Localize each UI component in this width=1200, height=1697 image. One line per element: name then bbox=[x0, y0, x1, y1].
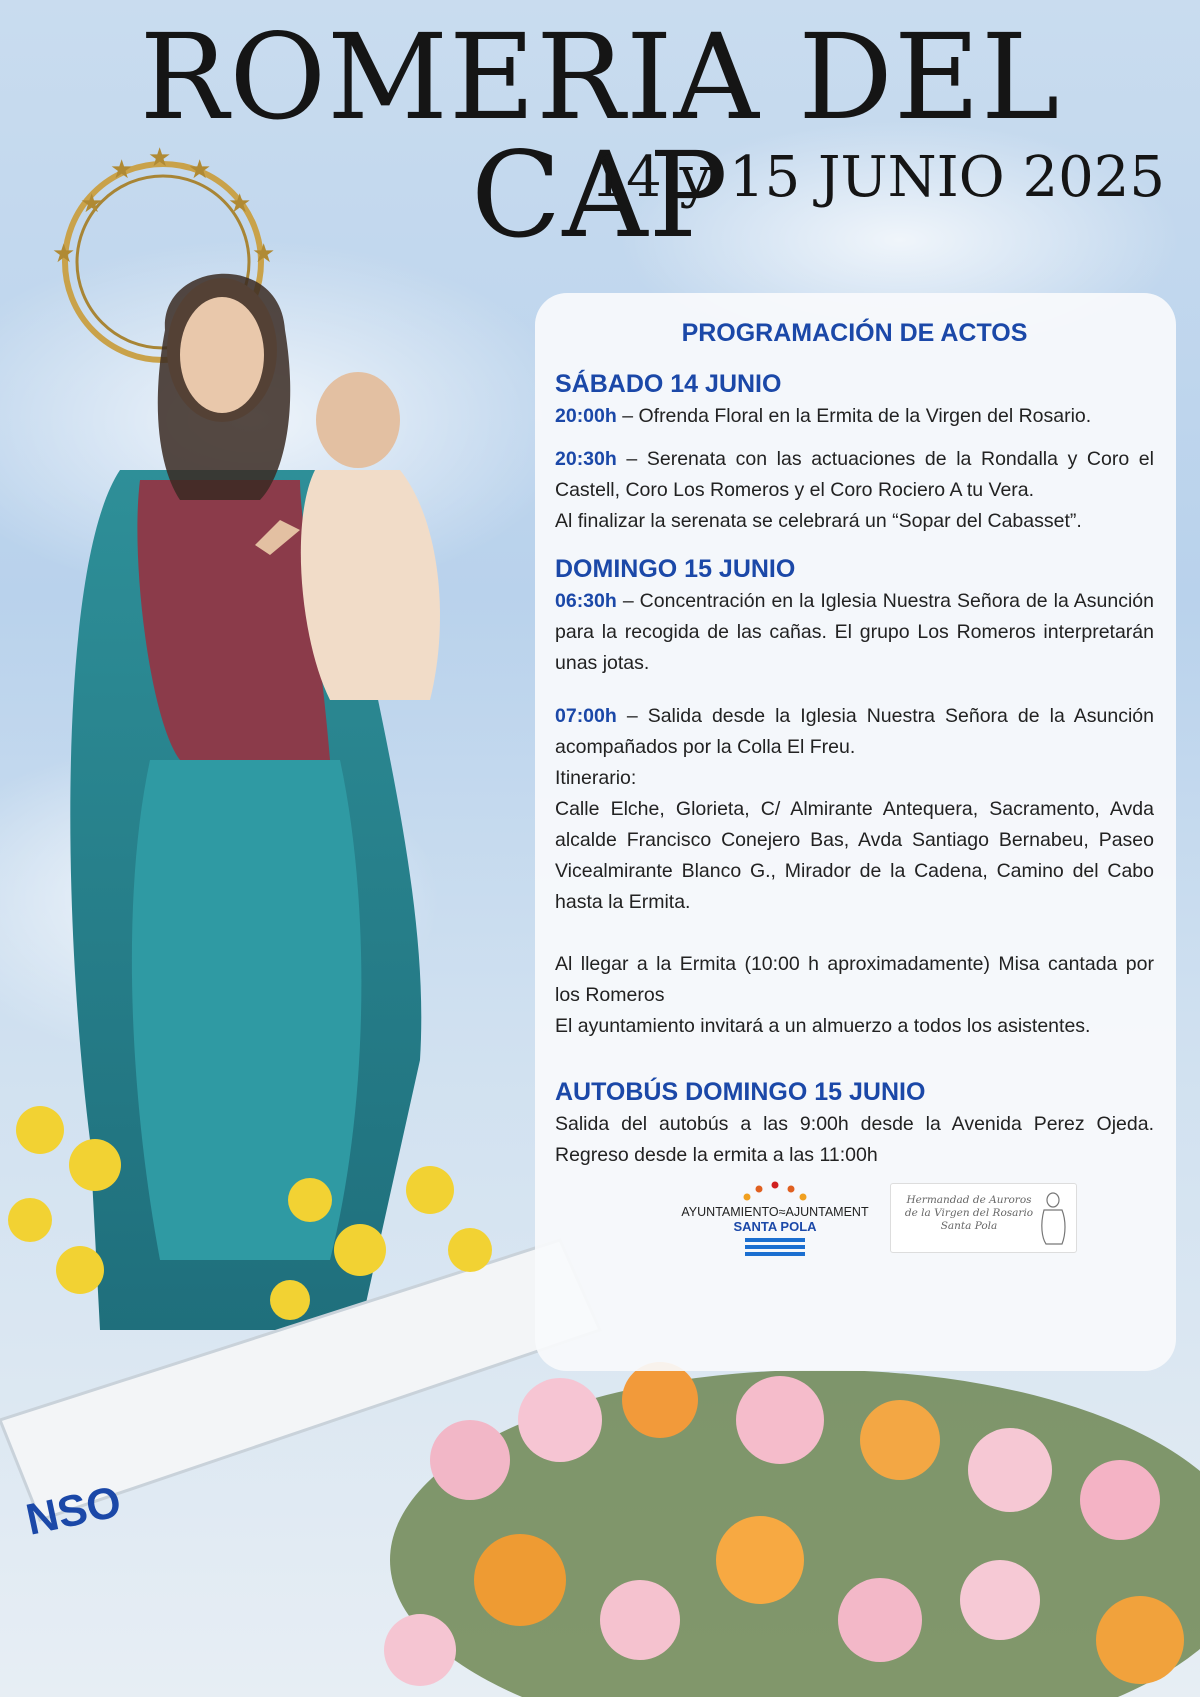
svg-text:★: ★ bbox=[148, 142, 172, 172]
event-text: – Salida desde la Iglesia Nuestra Señora de la Asunción acompañados por la Colla El Freu. bbox=[555, 705, 1154, 758]
time: 20:00h bbox=[555, 405, 617, 427]
sun-dots-icon bbox=[735, 1179, 815, 1201]
bus-heading: AUTOBÚS DOMINGO 15 JUNIO bbox=[555, 1078, 926, 1106]
event-text: – Ofrenda Floral en la Ermita de la Virgen del Rosario. bbox=[616, 405, 1092, 427]
event-text: – Concentración en la Iglesia Nuestra Señora de la Asunción para la recogida de las cañas. El grupo Los Romeros interpretarán unas jotas. bbox=[555, 590, 1154, 674]
svg-text:★: ★ bbox=[188, 154, 212, 184]
ayuntamiento-line2: SANTA POLA bbox=[733, 1219, 817, 1234]
ayuntamiento-line1: AYUNTAMIENTO≈AJUNTAMENT bbox=[681, 1205, 869, 1219]
itinerary-label: Itinerario: bbox=[555, 767, 637, 789]
saturday-event-2 bbox=[555, 444, 1154, 506]
hermandad-text: Hermandad de Auroros de la Virgen del Rosario Santa Pola bbox=[904, 1194, 1034, 1232]
ayuntamiento-logo bbox=[675, 1179, 875, 1269]
svg-text:★: ★ bbox=[110, 154, 134, 184]
event-date: 14 y 15 JUNIO 2025 bbox=[590, 145, 1165, 210]
saturday-heading: SÁBADO 14 JUNIO bbox=[555, 370, 782, 398]
sunday-event-2 bbox=[555, 701, 1154, 763]
sponsor-logos bbox=[535, 1179, 1176, 1271]
saturday-event-1 bbox=[555, 401, 1154, 432]
itinerary: Calle Elche, Glorieta, C/ Almirante Antequera, Sacramento, Avda alcalde Francisco Conejero Bas, Avda Santiago Bernabeu, Paseo Vicealmirante Blanco G., Mirador de la Cadena, Camino del Cabo hasta la Ermita. bbox=[555, 798, 1154, 913]
poster-title: ROMERIA DEL CAP bbox=[139, 8, 1061, 264]
svg-text:★: ★ bbox=[228, 188, 252, 218]
lunch-note: El ayuntamiento invitará a un almuerzo a todos los asistentes. bbox=[555, 1015, 1091, 1037]
time: 06:30h bbox=[555, 590, 617, 612]
boat-text: NSO bbox=[21, 1477, 126, 1545]
flower-bouquet bbox=[384, 1362, 1200, 1697]
event-text: – Serenata con las actuaciones de la Rondalla y Coro el Castell, Coro Los Romeros y el Coro Rociero A tu Vera. bbox=[555, 448, 1154, 501]
program-title: PROGRAMACIÓN DE ACTOS bbox=[681, 319, 1028, 347]
hermandad-logo bbox=[890, 1183, 1077, 1253]
arrival-note: Al llegar a la Ermita (10:00 h aproximadamente) Misa cantada por los Romeros bbox=[555, 953, 1154, 1006]
sunday-heading: DOMINGO 15 JUNIO bbox=[555, 555, 796, 583]
svg-text:★: ★ bbox=[80, 188, 104, 218]
bus-text: Salida del autobús a las 9:00h desde la Avenida Perez Ojeda. Regreso desde la ermita a las 11:00h bbox=[555, 1113, 1154, 1166]
virgin-silhouette-icon bbox=[1036, 1190, 1070, 1246]
saturday-note: Al finalizar la serenata se celebrará un “Sopar del Cabasset”. bbox=[555, 510, 1082, 532]
time: 20:30h bbox=[555, 448, 617, 470]
time: 07:00h bbox=[555, 705, 617, 727]
program-panel bbox=[535, 293, 1176, 1371]
svg-text:★: ★ bbox=[52, 238, 76, 268]
svg-text:★: ★ bbox=[252, 238, 276, 268]
waves-icon bbox=[745, 1236, 805, 1258]
sunday-event-1 bbox=[555, 586, 1154, 679]
